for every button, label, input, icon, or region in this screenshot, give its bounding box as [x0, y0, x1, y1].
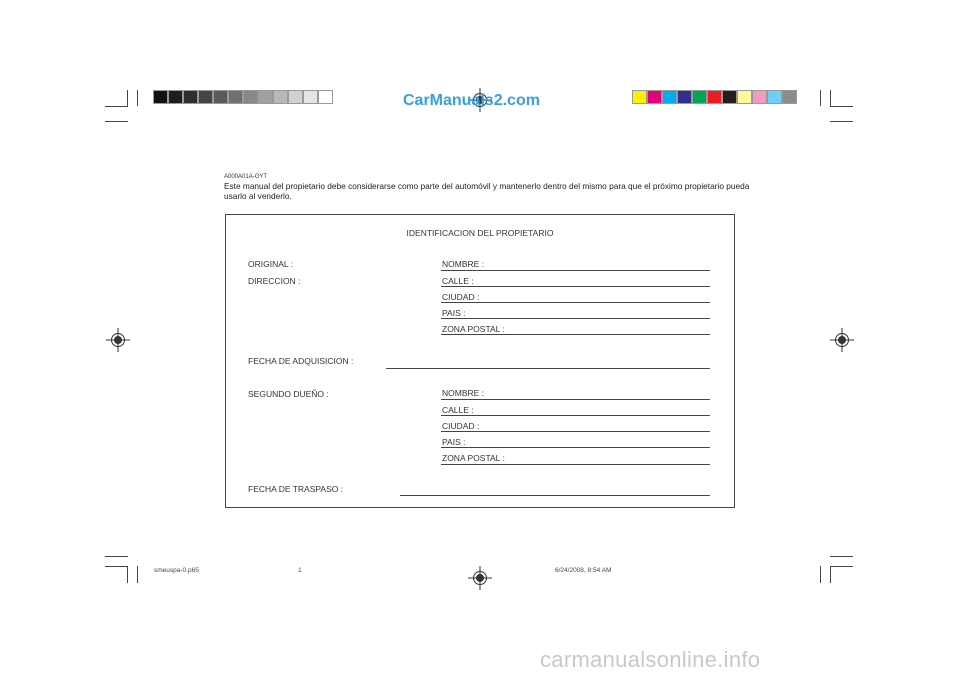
crop-mark	[127, 90, 128, 106]
registration-mark-icon	[468, 566, 492, 590]
owner-identification-form	[225, 214, 735, 508]
crop-mark	[830, 566, 853, 567]
crop-mark	[105, 556, 128, 557]
owner1-nombre-label: NOMBRE :	[442, 259, 485, 269]
color-swatch	[168, 90, 183, 104]
color-swatch	[767, 90, 782, 104]
crop-mark	[830, 90, 831, 106]
fecha-adquisicion-line[interactable]	[386, 368, 710, 369]
owner1-ciudad-label: CIUDAD :	[442, 292, 480, 302]
crop-mark	[820, 566, 821, 583]
crop-mark	[105, 106, 128, 107]
crop-mark	[137, 566, 138, 583]
owner1-calle-line[interactable]	[441, 286, 710, 287]
segundo-dueno-label: SEGUNDO DUEÑO :	[248, 389, 329, 399]
owner1-ciudad-line[interactable]	[441, 302, 710, 303]
direccion-label: DIRECCION :	[248, 276, 301, 286]
owner1-calle-label: CALLE :	[442, 276, 474, 286]
watermark-text: CarManuals2.com	[403, 92, 540, 109]
process-color-bar	[632, 90, 797, 104]
crop-mark	[105, 121, 128, 122]
form-title: IDENTIFICACION DEL PROPIETARIO	[406, 228, 554, 238]
owner2-pais-label: PAIS :	[442, 437, 466, 447]
color-swatch	[647, 90, 662, 104]
crop-mark	[830, 106, 853, 107]
crop-mark	[820, 90, 821, 106]
color-swatch	[782, 90, 797, 104]
crop-mark	[830, 556, 853, 557]
owner2-calle-label: CALLE :	[442, 405, 474, 415]
owner2-nombre-label: NOMBRE :	[442, 388, 485, 398]
color-swatch	[273, 90, 288, 104]
owner2-zona-postal-line[interactable]	[441, 464, 710, 465]
intro-paragraph: Este manual del propietario debe considerarse como parte del automóvil y mantenerlo dentro del mismo para que el próximo propietario pueda usarlo al venderlo.	[224, 181, 750, 201]
fecha-traspaso-label: FECHA DE TRASPASO :	[248, 484, 344, 494]
crop-mark	[830, 121, 853, 122]
color-swatch	[662, 90, 677, 104]
crop-mark	[830, 566, 831, 583]
color-swatch	[258, 90, 273, 104]
original-label: ORIGINAL :	[248, 259, 294, 269]
owner2-ciudad-label: CIUDAD :	[442, 421, 480, 431]
crop-mark	[137, 90, 138, 106]
color-swatch	[303, 90, 318, 104]
color-swatch	[632, 90, 647, 104]
owner1-zona-postal-label: ZONA POSTAL :	[442, 324, 505, 334]
footer-datetime: 6/24/2008, 8:54 AM	[555, 567, 612, 574]
doc-reference-code: A000A01A-GYT	[224, 174, 268, 180]
color-swatch	[677, 90, 692, 104]
registration-mark-icon	[830, 328, 854, 352]
color-swatch	[153, 90, 168, 104]
color-swatch	[183, 90, 198, 104]
color-swatch	[692, 90, 707, 104]
owner2-zona-postal-label: ZONA POSTAL :	[442, 453, 505, 463]
fecha-traspaso-line[interactable]	[400, 495, 710, 496]
owner1-zona-postal-line[interactable]	[441, 334, 710, 335]
owner2-nombre-line[interactable]	[441, 399, 710, 400]
color-swatch	[707, 90, 722, 104]
grayscale-color-bar	[153, 90, 333, 104]
crop-mark	[127, 566, 128, 583]
color-swatch	[318, 90, 333, 104]
owner1-pais-label: PAIS :	[442, 308, 466, 318]
color-swatch	[243, 90, 258, 104]
fecha-adquisicion-label: FECHA DE ADQUISICION :	[248, 356, 354, 366]
crop-mark	[105, 566, 128, 567]
owner2-calle-line[interactable]	[441, 415, 710, 416]
site-watermark: carmanualsonline.info	[540, 647, 761, 672]
color-swatch	[198, 90, 213, 104]
owner2-ciudad-line[interactable]	[441, 431, 710, 432]
footer-page-number: 1	[298, 567, 302, 574]
color-swatch	[737, 90, 752, 104]
footer-filename: smeuspa-0.p65	[154, 567, 199, 574]
registration-mark-icon	[106, 328, 130, 352]
owner1-pais-line[interactable]	[441, 318, 710, 319]
color-swatch	[288, 90, 303, 104]
owner1-nombre-line[interactable]	[441, 270, 710, 271]
color-swatch	[213, 90, 228, 104]
color-swatch	[722, 90, 737, 104]
color-swatch	[752, 90, 767, 104]
color-swatch	[228, 90, 243, 104]
owner2-pais-line[interactable]	[441, 447, 710, 448]
